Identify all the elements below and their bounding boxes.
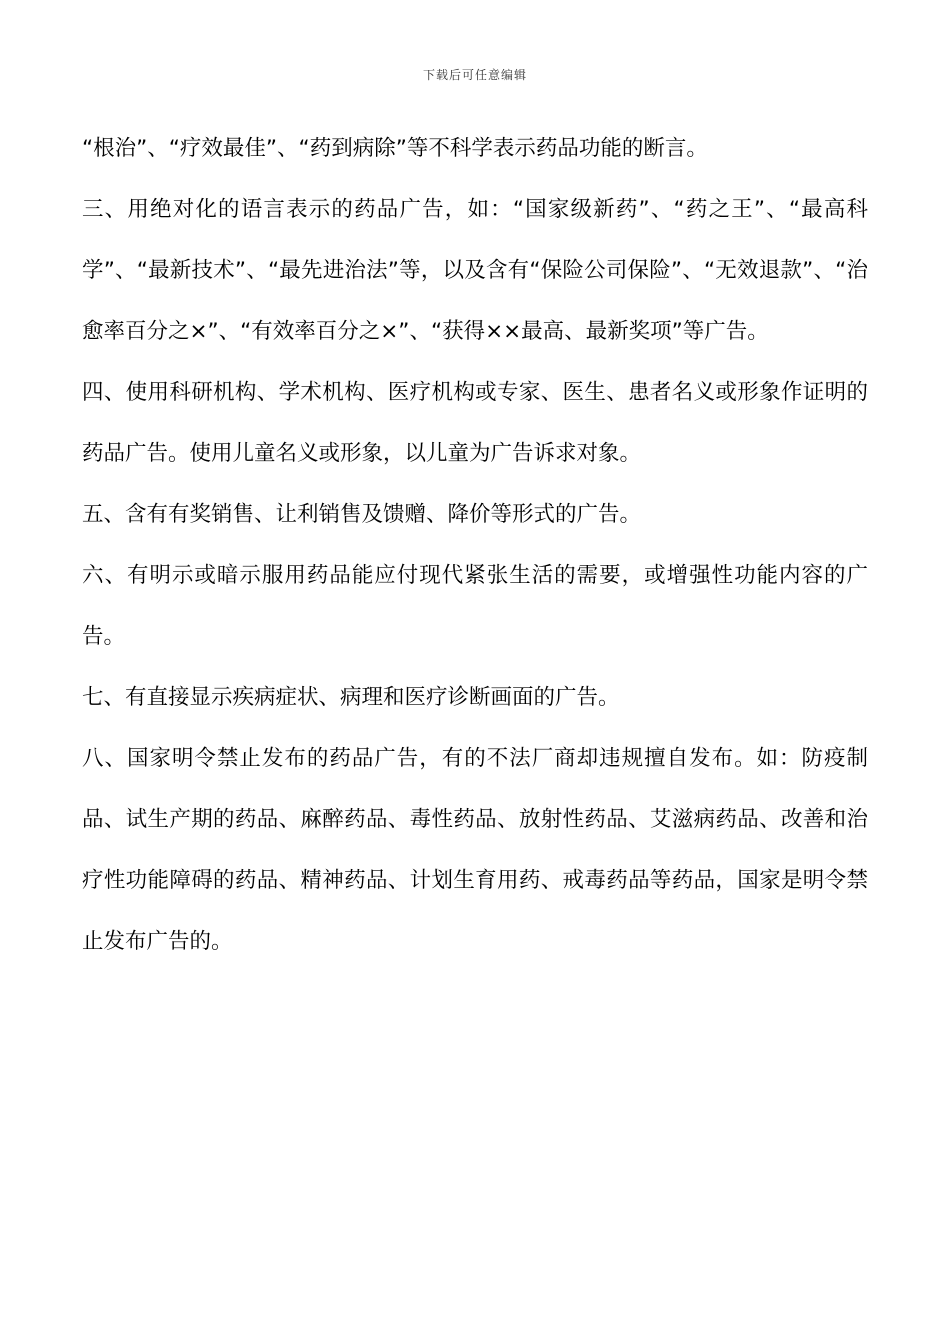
paragraph-item-4: 四、使用科研机构、学术机构、医疗机构或专家、医生、患者名义或形象作证明的药品广告。使用儿童名义或形象，以儿童为广告诉求对象。	[82, 380, 868, 466]
paragraph-continued-claims: “根治”、“疗效最佳”、“药到病除”等不科学表示药品功能的断言。	[82, 136, 708, 161]
document-body	[82, 118, 868, 972]
paragraph-item-5: 五、含有有奖销售、让利销售及馈赠、降价等形式的广告。	[82, 502, 642, 527]
paragraph-item-8: 八、国家明令禁止发布的药品广告，有的不法厂商却违规擅自发布。如：防疫制品、试生产期的药品、麻醉药品、毒性药品、放射性药品、艾滋病药品、改善和治疗性功能障碍的药品、精神药品、计划生育用药、戒毒药品等药品，国家是明令禁止发布广告的。	[82, 746, 868, 954]
header-note: 下载后可任意编辑	[422, 68, 527, 82]
paragraph-item-6: 六、有明示或暗示服用药品能应付现代紧张生活的需要，或增强性功能内容的广告。	[82, 563, 868, 649]
paragraph-item-3: 三、用绝对化的语言表示的药品广告，如：“国家级新药”、“药之王”、“最高科学”、“最新技术”、“最先进治法”等，以及含有“保险公司保险”、“无效退款”、“治愈率百分之×”、“有效率百分之×”、“获得××最高、最新奖项”等广告。	[82, 197, 868, 344]
paragraph-item-7: 七、有直接显示疾病症状、病理和医疗诊断画面的广告。	[82, 685, 620, 710]
